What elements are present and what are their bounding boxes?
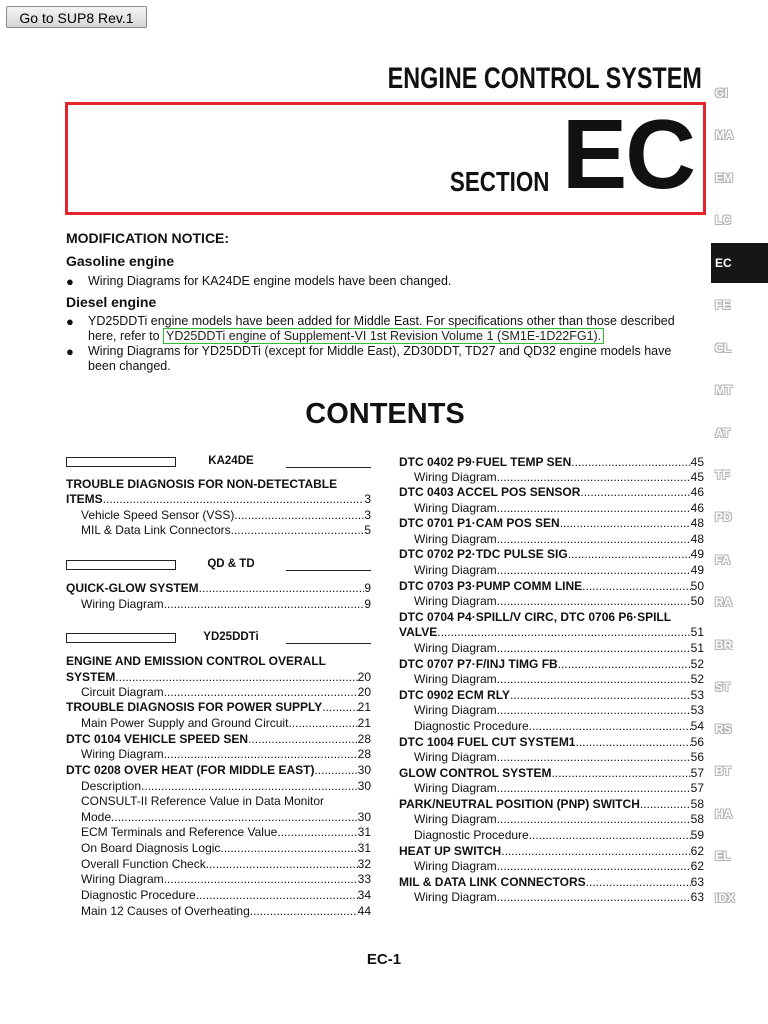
toc-entry[interactable] [399,625,704,640]
toc-group-qd-td [66,558,371,572]
group-box [66,560,176,570]
toc-entry-title: DTC 0403 ACCEL POS SENSOR [399,485,581,499]
group-label: YD25DDTi [203,631,259,643]
toc-entry-title: Wiring Diagram [414,501,497,515]
toc-leader [497,703,691,718]
toc-entry-title: TROUBLE DIAGNOSIS FOR POWER SUPPLY [66,700,323,714]
toc-page: 51 [690,641,704,655]
toc-page: 58 [690,797,704,811]
toc-leader [497,890,691,905]
go-to-sup8-button[interactable]: Go to SUP8 Rev.1 [6,6,147,28]
toc-entry[interactable] [414,812,704,827]
toc-entry-title: MIL & DATA LINK CONNECTORS [399,875,586,889]
group-line [286,570,371,571]
toc-entry-title: Wiring Diagram [414,594,497,608]
toc-entry[interactable] [399,735,704,750]
toc-entry-title: DTC 0902 ECM RLY [399,688,510,702]
group-label: KA24DE [208,455,254,467]
bullet-dot: ● [66,274,74,289]
toc-entry[interactable] [399,455,704,470]
toc-page: 3 [364,508,371,522]
toc-leader [501,844,690,859]
diesel-bullet-2-line2: been changed. [88,359,171,373]
toc-page: 52 [690,672,704,686]
toc-entry-title: QUICK-GLOW SYSTEM [66,581,199,595]
toc-page: 51 [690,625,704,639]
toc-leader [640,797,691,812]
toc-entry[interactable] [414,750,704,765]
toc-entry-title[interactable]: DTC 0704 P4·SPILL/V CIRC, DTC 0706 P6·SPILL [399,610,672,624]
gasoline-bullet-text: Wiring Diagrams for KA24DE engine models have been changed. [88,274,452,288]
toc-entry-title: DTC 0701 P1·CAM POS SEN [399,516,560,530]
toc-page: 50 [690,594,704,608]
toc-entry[interactable] [81,825,371,840]
group-line [286,643,371,644]
toc-leader [497,781,691,796]
toc-page: 30 [357,779,371,793]
toc-entry[interactable] [66,581,371,596]
toc-entry-title: Wiring Diagram [81,597,164,611]
toc-leader [571,455,690,470]
toc-page: 49 [690,563,704,577]
toc-page: 63 [690,890,704,904]
page-number: EC-1 [366,951,402,968]
toc-leader [164,872,358,887]
group-line [286,467,371,468]
toc-page: 48 [690,532,704,546]
toc-leader [586,875,691,890]
toc-page: 9 [364,597,371,611]
tab-mt[interactable]: MT [715,383,733,397]
toc-entry-title: Diagnostic Procedure [81,888,196,902]
toc-entry[interactable] [399,485,704,500]
toc-page: 31 [357,841,371,855]
toc-leader [582,579,690,594]
tab-em[interactable]: EM [715,171,733,185]
toc-entry[interactable] [81,597,371,612]
toc-page: 5 [364,523,371,537]
diesel-bullet-1-text [88,314,706,344]
toc-entry-title: Wiring Diagram [414,781,497,795]
toc-page: 58 [690,812,704,826]
toc-entry-title[interactable]: TROUBLE DIAGNOSIS FOR NON-DETECTABLE [66,477,338,491]
toc-leader [497,812,691,827]
toc-leader [497,563,691,578]
toc-entry[interactable] [399,547,704,562]
toc-entry-title: Wiring Diagram [414,812,497,826]
toc-page: 53 [690,703,704,717]
toc-leader [196,888,358,903]
toc-entry-title: Wiring Diagram [414,563,497,577]
toc-page: 49 [690,547,704,561]
toc-leader [575,735,690,750]
toc-leader [164,597,365,612]
toc-page: 28 [357,747,371,761]
gasoline-engine-heading: Gasoline engine [66,253,175,269]
toc-entry-title: SYSTEM [66,670,116,684]
toc-entry[interactable] [399,844,704,859]
toc-entry-title: Wiring Diagram [414,470,497,484]
toc-entry-title: Vehicle Speed Sensor (VSS) [81,508,235,522]
toc-group-ka24de [66,455,371,469]
toc-leader [497,672,691,687]
tab-ec[interactable]: EC [715,256,732,270]
toc-page: 34 [357,888,371,902]
toc-page: 53 [690,688,704,702]
toc-leader [322,700,357,715]
toc-entry[interactable] [81,685,371,700]
toc-entry-title: DTC 0208 OVER HEAT (FOR MIDDLE EAST) [66,763,315,777]
diesel-bullet-1-line1: YD25DDTi engine models have been added for Middle East. For specifications other than those described [88,314,675,328]
toc-leader [529,828,691,843]
toc-leader [551,766,690,781]
toc-entry-title: GLOW CONTROL SYSTEM [399,766,552,780]
toc-entry-title: Wiring Diagram [414,672,497,686]
tab-ra[interactable]: RA [715,595,733,609]
toc-leader [580,485,690,500]
supplement-link[interactable]: YD25DDTi engine of Supplement-VI 1st Revision Volume 1 (SM1E-1D22FG1). [163,328,604,344]
tab-at[interactable]: AT [715,426,731,440]
section-code: EC [561,99,694,209]
toc-entry-title: Main 12 Causes of Overheating [81,904,250,918]
tab-cl[interactable]: CL [715,341,731,355]
tab-rs[interactable]: RS [715,722,732,736]
toc-page: 45 [690,455,704,469]
toc-page: 56 [690,750,704,764]
toc-entry[interactable] [81,904,371,919]
toc-entry[interactable] [399,516,704,531]
tab-st[interactable]: ST [715,680,731,694]
diesel-bullet-2 [66,344,706,376]
toc-entry-title: Wiring Diagram [414,750,497,764]
toc-page: 9 [364,581,371,595]
toc-leader [164,747,358,762]
toc-entry[interactable] [414,532,704,547]
toc-page: 21 [357,700,371,714]
tab-idx[interactable]: IDX [715,891,736,905]
toc-entry-title: PARK/NEUTRAL POSITION (PNP) SWITCH [399,797,640,811]
toc-entry[interactable] [81,779,371,794]
toc-page: 30 [357,763,371,777]
toc-page: 57 [690,781,704,795]
toc-entry-title: Wiring Diagram [414,703,497,717]
toc-entry-title: DTC 0703 P3·PUMP COMM LINE [399,579,583,593]
toc-leader [510,688,691,703]
toc-entry[interactable] [414,890,704,905]
toc-page: 62 [690,844,704,858]
toc-leader [568,547,691,562]
toc-entry-title: Wiring Diagram [81,747,164,761]
toc-entry-title: Wiring Diagram [414,532,497,546]
toc-entry-title: HEAT UP SWITCH [399,844,502,858]
toc-leader [206,857,358,872]
toc-entry-title: Wiring Diagram [414,890,497,904]
toc-page: 20 [357,685,371,699]
toc-entry[interactable] [414,828,704,843]
toc-entry[interactable] [399,579,704,594]
toc-leader [497,470,691,485]
toc-group-yd25ddti [66,631,371,645]
toc-entry[interactable] [414,859,704,874]
toc-entry-title: DTC 0707 P7·F/INJ TIMG FB [399,657,558,671]
toc-leader [115,670,357,685]
toc-entry[interactable] [414,672,704,687]
toc-entry-title: Main Power Supply and Ground Circuit [81,716,289,730]
toc-page: 48 [690,516,704,530]
toc-entry[interactable] [66,670,371,685]
toc-entry-title: Diagnostic Procedure [414,719,529,733]
toc-entry-title: Overall Function Check [81,857,206,871]
tab-ha[interactable]: HA [715,807,733,821]
tab-lc[interactable]: LC [715,213,731,227]
bullet-dot: ● [66,344,74,359]
toc-leader [497,501,691,516]
page-title: ENGINE CONTROL SYSTEM [387,62,702,95]
toc-entry[interactable] [81,841,371,856]
toc-entry-title: Diagnostic Procedure [414,828,529,842]
section-label: SECTION [449,166,549,197]
toc-entry[interactable] [81,716,371,731]
modification-notice-heading: MODIFICATION NOTICE: [66,230,230,246]
toc-entry-title: ITEMS [66,492,103,506]
toc-leader [497,532,691,547]
diesel-bullet-1 [66,314,706,346]
toc-entry[interactable] [399,875,704,890]
toc-leader [111,810,358,825]
bullet-dot: ● [66,314,74,329]
toc-entry[interactable] [414,563,704,578]
toc-leader [220,841,357,856]
toc-entry[interactable] [414,719,704,734]
toc-entry-title: DTC 0104 VEHICLE SPEED SEN [66,732,249,746]
toc-entry[interactable] [399,797,704,812]
toc-entry-title: On Board Diagnosis Logic [81,841,221,855]
toc-entry[interactable] [414,781,704,796]
toc-entry-title: VALVE [399,625,438,639]
diesel-bullet-2-text [88,344,706,374]
group-label: QD & TD [207,558,255,570]
toc-page: 54 [690,719,704,733]
toc-entry[interactable] [66,492,371,507]
toc-entry[interactable] [66,763,371,778]
toc-entry[interactable] [399,657,704,672]
toc-leader [497,750,691,765]
toc-leader [497,859,691,874]
toc-leader [103,492,365,507]
toc-page: 20 [357,670,371,684]
toc-entry-title: DTC 0702 P2·TDC PULSE SIG [399,547,568,561]
toc-entry[interactable] [66,700,371,715]
toc-page: 50 [690,579,704,593]
group-box [66,457,176,467]
diesel-engine-heading: Diesel engine [66,294,157,310]
toc-page: 30 [357,810,371,824]
toc-page: 31 [357,825,371,839]
tab-pd[interactable]: PD [715,510,732,524]
toc-leader [497,594,691,609]
toc-entry[interactable] [81,508,371,523]
toc-entry-title: Mode [81,810,112,824]
toc-entry[interactable] [81,888,371,903]
toc-entry-title: ECM Terminals and Reference Value [81,825,278,839]
toc-page: 52 [690,657,704,671]
toc-entry[interactable] [66,732,371,747]
tab-br[interactable]: BR [715,638,733,652]
toc-page: 63 [690,875,704,889]
tab-ma[interactable]: MA [715,128,734,142]
toc-entry[interactable] [414,641,704,656]
toc-page: 21 [357,716,371,730]
toc-entry-title: Wiring Diagram [81,872,164,886]
toc-entry[interactable] [414,703,704,718]
toc-entry[interactable] [81,747,371,762]
toc-entry[interactable] [414,501,704,516]
toc-entry[interactable] [414,594,704,609]
tab-fe[interactable]: FE [715,298,731,312]
toc-leader [248,732,358,747]
toc-entry-title: Wiring Diagram [414,859,497,873]
toc-page: 3 [364,492,371,506]
toc-leader [314,763,357,778]
toc-page: 59 [690,828,704,842]
tab-gi[interactable]: GI [715,86,728,100]
toc-entry-title: DTC 1004 FUEL CUT SYSTEM1 [399,735,576,749]
toc-page: 46 [690,501,704,515]
toc-entry-title: Circuit Diagram [81,685,164,699]
toc-page: 28 [357,732,371,746]
toc-leader [234,508,364,523]
toc-entry[interactable] [81,872,371,887]
tab-el[interactable]: EL [715,849,731,863]
toc-entry[interactable] [81,523,371,538]
toc-entry[interactable] [81,810,371,825]
toc-page: 46 [690,485,704,499]
toc-leader [164,685,358,700]
toc-entry-title: MIL & Data Link Connectors [81,523,231,537]
toc-leader [437,625,690,640]
toc-page: 32 [357,857,371,871]
tab-fa[interactable]: FA [715,553,731,567]
toc-leader [199,581,365,596]
toc-leader [529,719,691,734]
toc-leader [560,516,691,531]
group-box [66,633,176,643]
toc-leader [250,904,358,919]
toc-entry[interactable] [399,688,704,703]
toc-page: 57 [690,766,704,780]
toc-page: 56 [690,735,704,749]
toc-leader [231,523,365,538]
toc-page: 45 [690,470,704,484]
toc-page: 44 [357,904,371,918]
toc-entry[interactable] [81,857,371,872]
tab-bt[interactable]: BT [715,764,731,778]
toc-page: 62 [690,859,704,873]
toc-entry-title: DTC 0402 P9·FUEL TEMP SEN [399,455,572,469]
tab-tf[interactable]: TF [715,468,730,482]
diesel-bullet-1-prefix: here, refer to [88,329,164,343]
toc-leader [277,825,357,840]
contents-heading: CONTENTS [305,398,465,430]
toc-page: 33 [357,872,371,886]
toc-entry-title: Wiring Diagram [414,641,497,655]
toc-leader [558,657,691,672]
toc-entry-title: Description [81,779,142,793]
toc-entry[interactable] [414,470,704,485]
toc-leader [141,779,358,794]
toc-entry-title[interactable]: CONSULT-II Reference Value in Data Monitor [81,794,324,808]
diesel-bullet-2-line1: Wiring Diagrams for YD25DDTi (except for Middle East), ZD30DDT, TD27 and QD32 engine models have [88,344,672,358]
toc-leader [288,716,357,731]
toc-entry-title[interactable]: ENGINE AND EMISSION CONTROL OVERALL [66,654,327,668]
toc-leader [497,641,691,656]
toc-entry[interactable] [399,766,704,781]
